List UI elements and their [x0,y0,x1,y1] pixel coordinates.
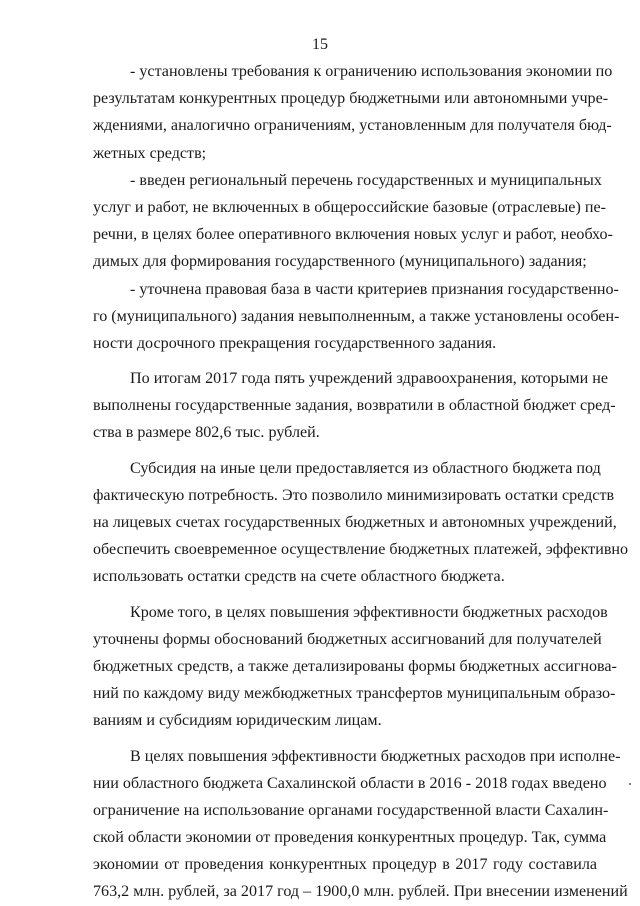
text-line: результатам конкурентных процедур бюджетными или автономными учре- [93,90,609,108]
text-line: димых для формирования государственного (муниципального) задания; [93,253,587,271]
text-line: Кроме того, в целях повышения эффективности бюджетных расходов [130,603,608,621]
text-line: - введен региональный перечень государственных и муниципальных [130,171,602,189]
text-line: фактическую потребность. Это позволило минимизировать остатки средств [93,486,615,504]
text-line: 763,2 млн. рублей, за 2017 год – 1900,0 млн. рублей. При внесении изменений [93,883,628,901]
text-line: использовать остатки средств на счете областного бюджета. [93,568,505,586]
text-line: го (муниципального) задания невыполненным, а также установлены особен- [93,307,620,325]
text-line: ской области экономии от проведения конкурентных процедур. Так, сумма [93,829,607,847]
text-line: ний по каждому виду межбюджетных трансфертов муниципальным образо- [93,685,616,703]
text-line: на лицевых счетах государственных бюджетных и автономных учреждений, [93,514,617,531]
paragraph-subsidy [93,455,629,591]
text-line: ограничение на использование органами государственной власти Сахалин- [93,801,609,819]
page-number: 15 [312,36,328,53]
text-line: речни, в целях более оперативного включения новых услуг и работ, необхо- [93,226,613,244]
text-line: В целях повышения эффективности бюджетных расходов при исполне- [130,747,621,765]
document-body [93,58,629,906]
text-line: экономии от проведения конкурентных процедур в 2017 году составила [93,856,597,874]
text-line: бюджетных средств, а также детализированы формы бюджетных ассигнова- [93,657,617,675]
text-line: ства в размере 802,6 тыс. рублей. [93,424,320,442]
paragraph-forms-refined [93,599,617,735]
text-line: жетных средств; [93,144,207,162]
text-line: Субсидия на иные цели предоставляется из областного бюджета под [130,459,601,477]
paragraph-requirements-savings [93,58,613,167]
text-line: обеспечить своевременное осуществление бюджетных платежей, эффективно [93,541,629,559]
text-line: ваниям и субсидиям юридическим лицам. [93,712,382,730]
paragraph-regional-list [93,167,613,276]
text-line: нии областного бюджета Сахалинской области в 2016 - 2018 годах введено [93,774,607,792]
paragraph-healthcare-results [93,365,616,447]
text-line: - уточнена правовая база в части критериев признания государственно- [130,280,619,298]
text-line: ности досрочного прекращения государственного задания. [93,334,497,352]
text-line: ждениями, аналогично ограничениям, установленным для получателя бюд- [93,117,612,135]
text-line: выполнены государственные задания, возвратили в областной бюджет сред- [93,397,616,415]
paragraph-legal-basis [93,276,620,358]
paragraph-savings-restriction [93,743,628,906]
text-line: - установлены требования к ограничению использования экономии по [130,63,613,80]
scan-speck [629,783,631,785]
text-line: уточнены формы обоснований бюджетных ассигнований для получателей [93,630,602,648]
text-line: По итогам 2017 года пять учреждений здравоохранения, которыми не [130,370,608,388]
text-line: услуг и работ, не включенных в общероссийские базовые (отраслевые) пе- [93,198,606,216]
